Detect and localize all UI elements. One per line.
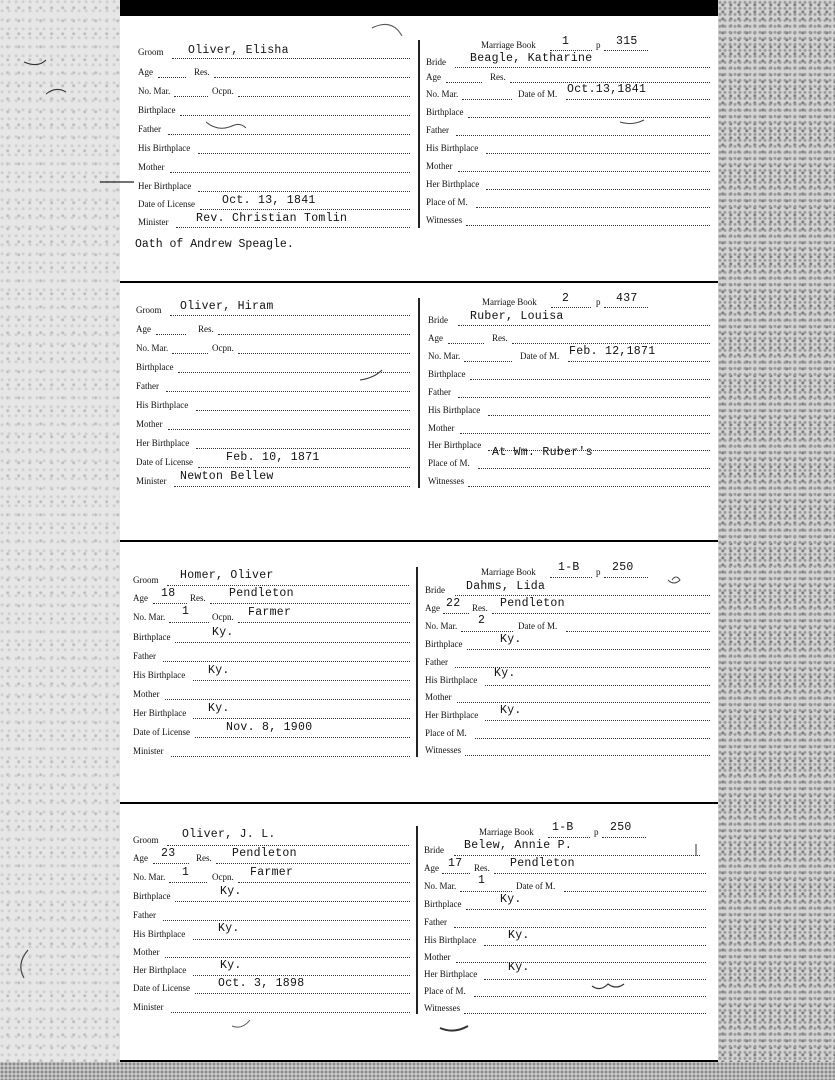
father-label: Father (425, 657, 448, 667)
date-of-m-label: Date of M. (516, 881, 556, 891)
book-number: 2 (562, 292, 570, 305)
age-label: Age (425, 603, 440, 613)
page-label: p (596, 40, 601, 50)
his-birthplace-label: His Birthplace (138, 143, 191, 153)
date-of-marriage-value: Oct.13,1841 (567, 83, 647, 96)
groom-name: Oliver, Elisha (188, 44, 289, 57)
bride-birthplace: Ky. (500, 633, 522, 646)
ocpn-label: Ocpn. (212, 86, 234, 96)
bride-no-mar: 1 (478, 874, 486, 887)
age-label: Age (133, 853, 148, 863)
groom-name: Homer, Oliver (180, 569, 274, 582)
no-mar-label: No. Mar. (136, 343, 169, 353)
age-label: Age (133, 593, 148, 603)
minister-label: Minister (136, 476, 167, 486)
groom-name: Oliver, J. L. (182, 828, 276, 841)
date-of-license-label: Date of License (138, 199, 195, 209)
minister-label: Minister (133, 1002, 164, 1012)
minister-label: Minister (138, 217, 169, 227)
bride-age: 22 (446, 597, 461, 610)
no-mar-label: No. Mar. (424, 881, 457, 891)
her-birthplace-label: Her Birthplace (425, 710, 479, 720)
mother-label: Mother (133, 689, 160, 699)
no-mar-label: No. Mar. (426, 89, 459, 99)
birthplace-label: Birthplace (428, 369, 466, 379)
res-label: Res. (190, 593, 206, 603)
father-label: Father (136, 381, 159, 391)
bride-residence: Pendleton (510, 857, 575, 870)
his-birthplace-value: Ky. (208, 664, 230, 677)
mother-label: Mother (425, 692, 452, 702)
mother-label: Mother (428, 423, 455, 433)
date-of-marriage-value: Feb. 12,1871 (569, 345, 656, 358)
groom-age: 23 (161, 847, 176, 860)
her-birthplace-value: Ky. (508, 961, 530, 974)
birthplace-label: Birthplace (138, 105, 176, 115)
mother-label: Mother (138, 162, 165, 172)
his-birthplace-label: His Birthplace (426, 143, 479, 153)
page-number: 250 (612, 561, 634, 574)
her-birthplace-label: Her Birthplace (136, 438, 190, 448)
her-birthplace-label: Her Birthplace (428, 440, 482, 450)
birthplace-label: Birthplace (133, 891, 171, 901)
father-label: Father (426, 125, 449, 135)
father-label: Father (428, 387, 451, 397)
his-birthplace-label: His Birthplace (133, 929, 186, 939)
birthplace-label: Birthplace (424, 899, 462, 909)
res-label: Res. (198, 324, 214, 334)
her-birthplace-label: Her Birthplace (133, 708, 187, 718)
page-label: p (594, 827, 599, 837)
no-mar-label: No. Mar. (133, 872, 166, 882)
ocpn-label: Ocpn. (212, 872, 234, 882)
date-of-license-value: Feb. 10, 1871 (226, 451, 320, 464)
mother-label: Mother (426, 161, 453, 171)
father-label: Father (133, 651, 156, 661)
birthplace-label: Birthplace (136, 362, 174, 372)
groom-residence: Pendleton (232, 847, 297, 860)
bride-label: Bride (428, 315, 448, 325)
place-of-marriage-value: At Wm. Ruber's (492, 446, 593, 459)
her-birthplace-value: Ky. (500, 704, 522, 717)
place-of-m-label: Place of M. (426, 197, 468, 207)
date-of-license-value: Oct. 13, 1841 (222, 194, 316, 207)
his-birthplace-value: Ky. (508, 929, 530, 942)
ocpn-label: Ocpn. (212, 612, 234, 622)
date-of-license-value: Oct. 3, 1898 (218, 977, 305, 990)
age-label: Age (138, 67, 153, 77)
place-of-m-label: Place of M. (425, 728, 467, 738)
groom-age: 18 (161, 587, 176, 600)
age-label: Age (426, 72, 441, 82)
no-mar-label: No. Mar. (425, 621, 458, 631)
res-label: Res. (492, 333, 508, 343)
page-number: 437 (616, 292, 638, 305)
bride-label: Bride (424, 845, 444, 855)
age-label: Age (424, 863, 439, 873)
father-label: Father (424, 917, 447, 927)
witnesses-label: Witnesses (424, 1003, 461, 1013)
res-label: Res. (196, 853, 212, 863)
page-number: 250 (610, 821, 632, 834)
her-birthplace-value: Ky. (208, 702, 230, 715)
place-of-m-label: Place of M. (424, 986, 466, 996)
groom-label: Groom (133, 835, 159, 845)
bride-residence: Pendleton (500, 597, 565, 610)
date-of-license-label: Date of License (136, 457, 193, 467)
groom-no-mar: 1 (182, 866, 190, 879)
groom-no-mar: 1 (182, 605, 190, 618)
his-birthplace-label: His Birthplace (133, 670, 186, 680)
her-birthplace-label: Her Birthplace (133, 965, 187, 975)
witnesses-label: Witnesses (425, 745, 462, 755)
age-label: Age (428, 333, 443, 343)
res-label: Res. (490, 72, 506, 82)
page-number: 315 (616, 35, 638, 48)
mother-label: Mother (133, 947, 160, 957)
page-label: p (596, 297, 601, 307)
father-label: Father (138, 124, 161, 134)
groom-label: Groom (136, 305, 162, 315)
no-mar-label: No. Mar. (428, 351, 461, 361)
groom-label: Groom (138, 47, 164, 57)
book-number: 1 (562, 35, 570, 48)
page-label: p (596, 567, 601, 577)
bride-label: Bride (425, 585, 445, 595)
no-mar-label: No. Mar. (138, 86, 171, 96)
his-birthplace-label: His Birthplace (425, 675, 478, 685)
no-mar-label: No. Mar. (133, 612, 166, 622)
book-number: 1-B (552, 821, 574, 834)
bride-name: Ruber, Louisa (470, 310, 564, 323)
res-label: Res. (194, 67, 210, 77)
date-of-m-label: Date of M. (520, 351, 560, 361)
groom-residence: Pendleton (229, 587, 294, 600)
date-of-m-label: Date of M. (518, 89, 558, 99)
book-number: 1-B (558, 561, 580, 574)
bride-label: Bride (426, 57, 446, 67)
record-note: Oath of Andrew Speagle. (135, 238, 294, 251)
bride-name: Beagle, Katharine (470, 52, 593, 65)
father-label: Father (133, 910, 156, 920)
her-birthplace-label: Her Birthplace (426, 179, 480, 189)
bride-name: Dahms, Lida (466, 580, 546, 593)
his-birthplace-label: His Birthplace (428, 405, 481, 415)
minister-value: Newton Bellew (180, 470, 274, 483)
mother-label: Mother (136, 419, 163, 429)
marriage-book-label: Marriage Book (479, 827, 534, 837)
his-birthplace-value: Ky. (218, 922, 240, 935)
her-birthplace-label: Her Birthplace (138, 181, 192, 191)
bride-age: 17 (448, 857, 463, 870)
date-of-license-value: Nov. 8, 1900 (226, 721, 313, 734)
marriage-book-label: Marriage Book (481, 40, 536, 50)
date-of-license-label: Date of License (133, 983, 190, 993)
birthplace-label: Birthplace (133, 632, 171, 642)
minister-value: Rev. Christian Tomlin (196, 212, 348, 225)
res-label: Res. (472, 603, 488, 613)
his-birthplace-label: His Birthplace (136, 400, 189, 410)
bride-name: Belew, Annie P. (464, 839, 573, 852)
bride-birthplace: Ky. (500, 893, 522, 906)
place-of-m-label: Place of M. (428, 458, 470, 468)
age-label: Age (136, 324, 151, 334)
her-birthplace-label: Her Birthplace (424, 969, 478, 979)
birthplace-label: Birthplace (426, 107, 464, 117)
his-birthplace-value: Ky. (494, 667, 516, 680)
minister-label: Minister (133, 746, 164, 756)
date-of-license-label: Date of License (133, 727, 190, 737)
groom-name: Oliver, Hiram (180, 300, 274, 313)
res-label: Res. (474, 863, 490, 873)
witnesses-label: Witnesses (426, 215, 463, 225)
groom-occupation: Farmer (250, 866, 294, 879)
birthplace-label: Birthplace (425, 639, 463, 649)
groom-label: Groom (133, 575, 159, 585)
ocpn-label: Ocpn. (212, 343, 234, 353)
marriage-book-label: Marriage Book (482, 297, 537, 307)
his-birthplace-label: His Birthplace (424, 935, 477, 945)
mother-label: Mother (424, 952, 451, 962)
bride-no-mar: 2 (478, 614, 486, 627)
marriage-book-label: Marriage Book (481, 567, 536, 577)
groom-occupation: Farmer (248, 606, 292, 619)
witnesses-label: Witnesses (428, 476, 465, 486)
groom-birthplace: Ky. (220, 885, 242, 898)
date-of-m-label: Date of M. (518, 621, 558, 631)
groom-birthplace: Ky. (212, 626, 234, 639)
her-birthplace-value: Ky. (220, 959, 242, 972)
